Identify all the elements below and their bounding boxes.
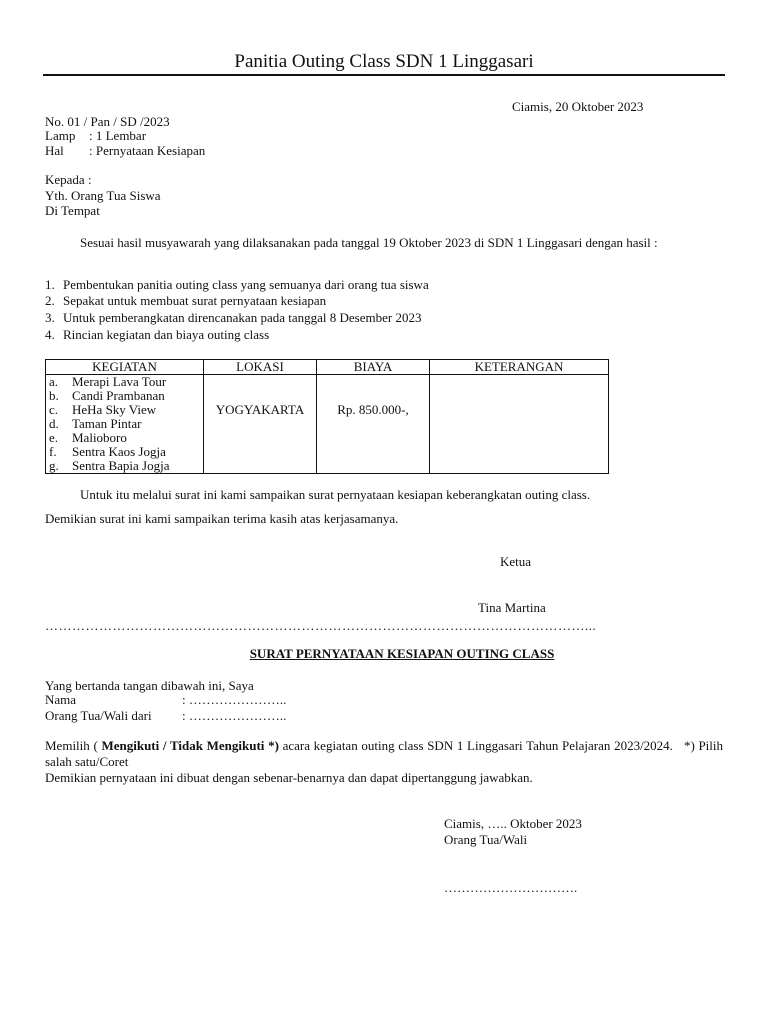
cost-cell: Rp. 850.000-, xyxy=(317,375,430,474)
column-header-location: LOKASI xyxy=(204,360,317,375)
activity-list-cell xyxy=(46,375,204,474)
note-cell xyxy=(430,375,609,474)
name-label: Nama xyxy=(45,692,77,707)
letter-intro: Sesuai hasil musyawarah yang dilaksanakan pada tanggal 19 Oktober 2023 di SDN 1 Linggasari dengan hasil : xyxy=(80,235,658,250)
list-item: f. Sentra Kaos Jogja xyxy=(49,444,166,459)
letter-place-date: Ciamis, 20 Oktober 2023 xyxy=(512,99,644,114)
name-field xyxy=(45,692,286,707)
statement-heading: SURAT PERNYATAAN KESIAPAN OUTING CLASS xyxy=(249,646,555,661)
list-item: d. Taman Pintar xyxy=(49,416,142,431)
list-item: 3. Untuk pemberangkatan direncanakan pada tanggal 8 Desember 2023 xyxy=(45,310,422,325)
table-row xyxy=(46,375,609,474)
parent-field xyxy=(45,708,286,723)
column-header-note: KETERANGAN xyxy=(430,360,609,375)
attachment-value: : 1 Lembar xyxy=(89,128,147,143)
list-item: 1. Pembentukan panitia outing class yang semuanya dari orang tua siswa xyxy=(45,277,429,292)
statement-intro: Yang bertanda tangan dibawah ini, Saya xyxy=(45,678,254,693)
choice-note: *) Pilih salah satu/Coret xyxy=(45,738,724,769)
recipient-label: Kepada : xyxy=(45,172,92,187)
letter-attachment xyxy=(45,128,146,143)
column-header-activity: KEGIATAN xyxy=(46,360,204,375)
subject-value: : Pernyataan Kesiapan xyxy=(89,143,206,158)
name-blank: : ………………….. xyxy=(182,692,287,707)
subject-label: Hal xyxy=(45,143,64,158)
parent-blank: : ………………….. xyxy=(182,708,287,723)
letterhead-title: Panitia Outing Class SDN 1 Linggasari xyxy=(234,51,534,72)
closing-paragraph: Untuk itu melalui surat ini kami sampaikan surat pernyataan kesiapan keberangkatan outing class. xyxy=(80,487,591,502)
letter-number: No. 01 / Pan / SD /2023 xyxy=(45,114,170,129)
closing-thanks: Demikian surat ini kami sampaikan terima kasih atas kerjasamanya. xyxy=(45,511,399,526)
activities-table xyxy=(45,359,609,474)
signatory-role: Ketua xyxy=(500,554,532,569)
statement-place-date: Ciamis, ….. Oktober 2023 xyxy=(444,816,582,831)
signatory-name: Tina Martina xyxy=(478,600,546,615)
list-item: g. Sentra Bapia Jogja xyxy=(49,458,170,473)
list-item: c. HeHa Sky View xyxy=(49,402,157,417)
column-header-cost: BIAYA xyxy=(317,360,430,375)
list-item: b. Candi Prambanan xyxy=(49,388,165,403)
choice-options: Mengikuti / Tidak Mengikuti xyxy=(101,738,265,753)
letter-subject xyxy=(45,143,205,158)
parent-label: Orang Tua/Wali dari xyxy=(45,708,152,723)
choice-statement: Memilih ( Mengikuti / Tidak Mengikuti *) acara kegiatan outing class SDN 1 Linggasari Tahun Pelajaran 2023/2024. *) Pilih salah satu/Coret xyxy=(45,738,724,769)
recipient-name: Yth. Orang Tua Siswa xyxy=(45,188,161,203)
attachment-label: Lamp xyxy=(45,128,76,143)
statement-signatory-role: Orang Tua/Wali xyxy=(444,832,528,847)
list-item: 4. Rincian kegiatan dan biaya outing class xyxy=(45,327,270,342)
list-item: 2. Sepakat untuk membuat surat pernyataan kesiapan xyxy=(45,293,327,308)
declaration-text: Demikian pernyataan ini dibuat dengan sebenar-benarnya dan dapat dipertanggung jawabkan. xyxy=(45,770,533,785)
signature-line: …………………………. xyxy=(444,880,578,895)
cut-line: …………………………………………………………………………………………………………... xyxy=(45,618,597,633)
list-item: e. Malioboro xyxy=(49,430,127,445)
letterhead-divider xyxy=(43,74,725,76)
table-header-row xyxy=(46,360,609,375)
recipient-place: Di Tempat xyxy=(45,203,100,218)
list-item: a. Merapi Lava Tour xyxy=(49,374,167,389)
location-cell: YOGYAKARTA xyxy=(204,375,317,474)
